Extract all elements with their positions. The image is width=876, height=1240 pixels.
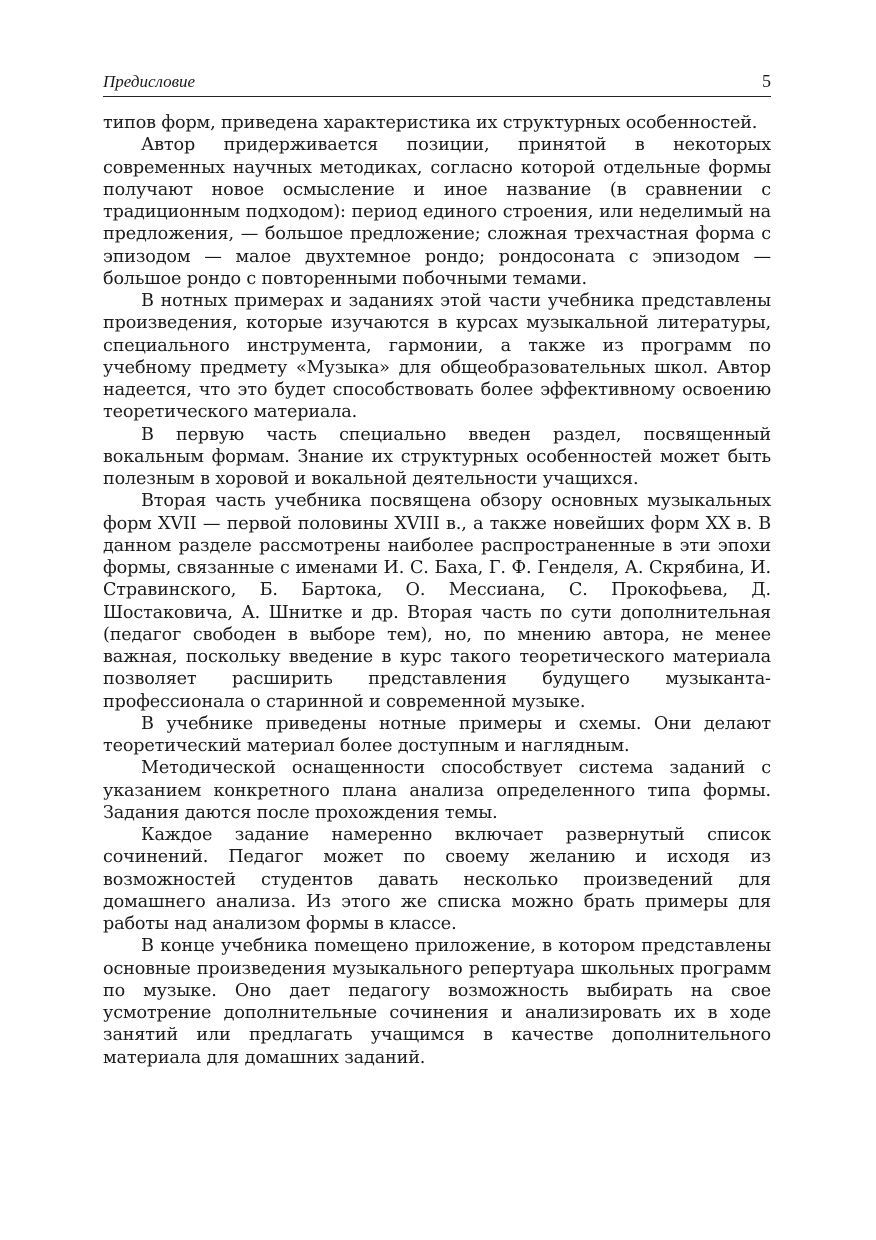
- body-text: [103, 112, 771, 1069]
- paragraph: Методической оснащенности способствует система заданий с указанием конкретного плана анализа определенного типа формы. Задания даются после прохождения темы.: [103, 758, 771, 823]
- paragraph: В нотных примерах и заданиях этой части учебника представлены произведения, которые изучаются в курсах музыкальной литературы, специального инструмента, гармонии, а также из программ по учебному предмету «Музыка» для общеобразовательных школ. Автор надеется, что это будет способствовать более эффективному освоению теоретического материала.: [103, 291, 771, 423]
- paragraph: Каждое задание намеренно включает развернутый список сочинений. Педагог может по своему желанию и исходя из возможностей студентов давать несколько произведений для домашнего анализа. Из этого же списка можно брать примеры для работы над анализом формы в классе.: [103, 825, 771, 934]
- paragraph-continued: типов форм, приведена характеристика их структурных особенностей.: [103, 113, 758, 133]
- paragraph: Вторая часть учебника посвящена обзору основных музыкальных форм XVII — первой половины XVIII в., а также новейших форм XX в. В данном разделе рассмотрены наиболее распространенные в эти эпохи формы, связанные с именами И. С. Баха, Г. Ф. Генделя, А. Скрябина, И. Стравинского, Б. Бартока, О. Мессиана, С. Прокофьева, Д. Шостаковича, А. Шнитке и др. Вторая часть по сути дополнительная (педагог свободен в выборе тем), но, по мнению автора, не менее важная, поскольку введение в курс такого теоретического материала позволяет расширить представления будущего музыкантапрофессионала о старинной и современной музыке.: [103, 491, 771, 712]
- paragraph: В конце учебника помещено приложение, в котором представлены основные произведения музыкального репертуара школьных программ по музыке. Оно дает педагогу возможность выбирать на свое усмотрение дополнительные сочинения и анализировать их в ходе занятий или предлагать учащимся в качестве дополнительного материала для домашних заданий.: [103, 936, 771, 1068]
- paragraph: В первую часть специально введен раздел, посвященный вокальным формам. Знание их структурных особенностей может быть полезным в хоровой и вокальной деятельности учащихся.: [103, 424, 771, 489]
- paragraph: В учебнике приведены нотные примеры и схемы. Они делают теоретический материал более доступным и наглядным.: [103, 713, 771, 756]
- book-page: [103, 66, 771, 1069]
- running-header: [103, 66, 771, 97]
- section-title: Предисловие: [103, 72, 196, 91]
- page-number: 5: [762, 71, 771, 91]
- paragraph: Автор придерживается позиции, принятой в некоторых современных научных методиках, согласно которой отдельные формы получают новое осмысление и иное название (в сравнении с традиционным подходом): период единого строения, или неделимый на предложения, — большое предложение; сложная трехчастная форма с эпизодом — малое двухтемное рондо; рондосоната с эпизодом — большое рондо с повторенными побочными темами.: [103, 135, 771, 289]
